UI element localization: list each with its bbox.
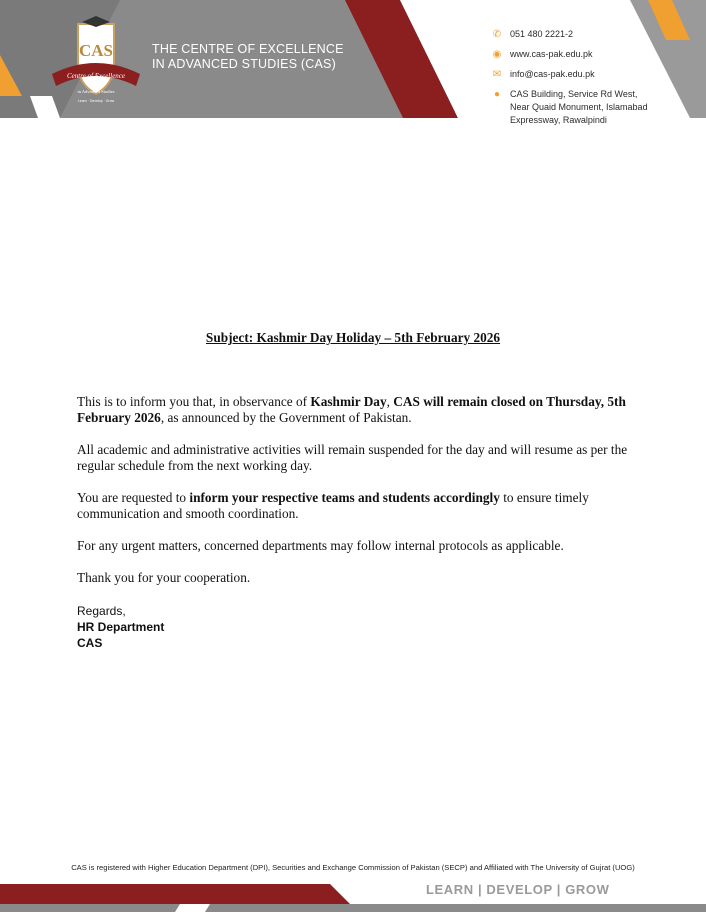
paragraph-thanks: Thank you for your cooperation. (77, 570, 251, 585)
footer-red-band (0, 884, 350, 904)
logo-ribbon-subtext: in Advanced Studies (77, 89, 115, 94)
contact-address (490, 88, 690, 127)
contact-phone (490, 28, 690, 41)
logo-monogram: CAS (78, 41, 114, 60)
letter-body (77, 394, 637, 602)
logo-ribbon-text: Centre of Excellence (66, 72, 126, 80)
signature-block (77, 603, 164, 651)
contact-block (490, 28, 690, 134)
paragraph-request (77, 490, 637, 522)
p1-closure-notice: CAS will remain closed on Thursday, 5th February 2026 (77, 394, 626, 425)
p3-text-a: You are requested to (77, 490, 190, 505)
letter-subject: Subject: Kashmir Day Holiday – 5th February 2026 (205, 330, 501, 345)
envelope-icon: ✉ (492, 69, 502, 80)
paragraph-announcement (77, 394, 637, 426)
p1-text-e: , as announced by the Government of Pakistan. (160, 410, 412, 425)
phone-icon: ✆ (492, 29, 502, 40)
contact-email-text[interactable]: info@cas-pak.edu.pk (510, 69, 595, 79)
p3-inform-teams: inform your respective teams and students accordingly (189, 490, 500, 505)
footer-white-notch (175, 904, 210, 912)
signatory-department: HR Department (77, 620, 165, 634)
globe-icon: ◉ (492, 49, 502, 60)
footer-tagline: LEARN | DEVELOP | GROW (426, 882, 610, 897)
contact-website (490, 48, 690, 61)
organization-name-line1: THE CENTRE OF EXCELLENCE (152, 42, 344, 56)
paragraph-urgent-matters: For any urgent matters, concerned departments may follow internal protocols as applicable. (77, 538, 564, 553)
registration-note: CAS is registered with Higher Education Department (DPI), Securities and Exchange Commission of Pakistan (SECP) and Affiliated with The University of Gujrat (UOG) (71, 863, 635, 872)
address-line1: CAS Building, Service Rd West, (510, 89, 638, 99)
regards-text: Regards, (77, 604, 126, 618)
location-pin-icon: ● (493, 89, 501, 100)
cas-logo (48, 14, 144, 106)
address-line3: Expressway, Rawalpindi (510, 115, 607, 125)
contact-email (490, 68, 690, 81)
p1-kashmir-day: Kashmir Day (310, 394, 387, 409)
letterhead-header (0, 0, 706, 125)
footer-gray-band (0, 904, 706, 912)
contact-website-text[interactable]: www.cas-pak.edu.pk (510, 49, 593, 59)
p1-text-a: This is to inform you that, in observance of (77, 394, 311, 409)
p3-text-c: to ensure timely communication and smooth coordination. (77, 490, 589, 521)
contact-address-text (510, 88, 648, 127)
logo-motto: Learn · Develop · Grow (77, 99, 115, 103)
organization-name (152, 42, 344, 72)
p1-text-c: , (386, 394, 394, 409)
contact-phone-text[interactable]: 051 480 2221-2 (510, 29, 574, 39)
address-line2: Near Quaid Monument, Islamabad (510, 102, 648, 112)
organization-name-line2: IN ADVANCED STUDIES (CAS) (152, 57, 336, 71)
signatory-organization: CAS (77, 636, 103, 650)
paragraph-suspension: All academic and administrative activities will remain suspended for the day and will resume as per the regular schedule from the next working day. (77, 442, 628, 473)
